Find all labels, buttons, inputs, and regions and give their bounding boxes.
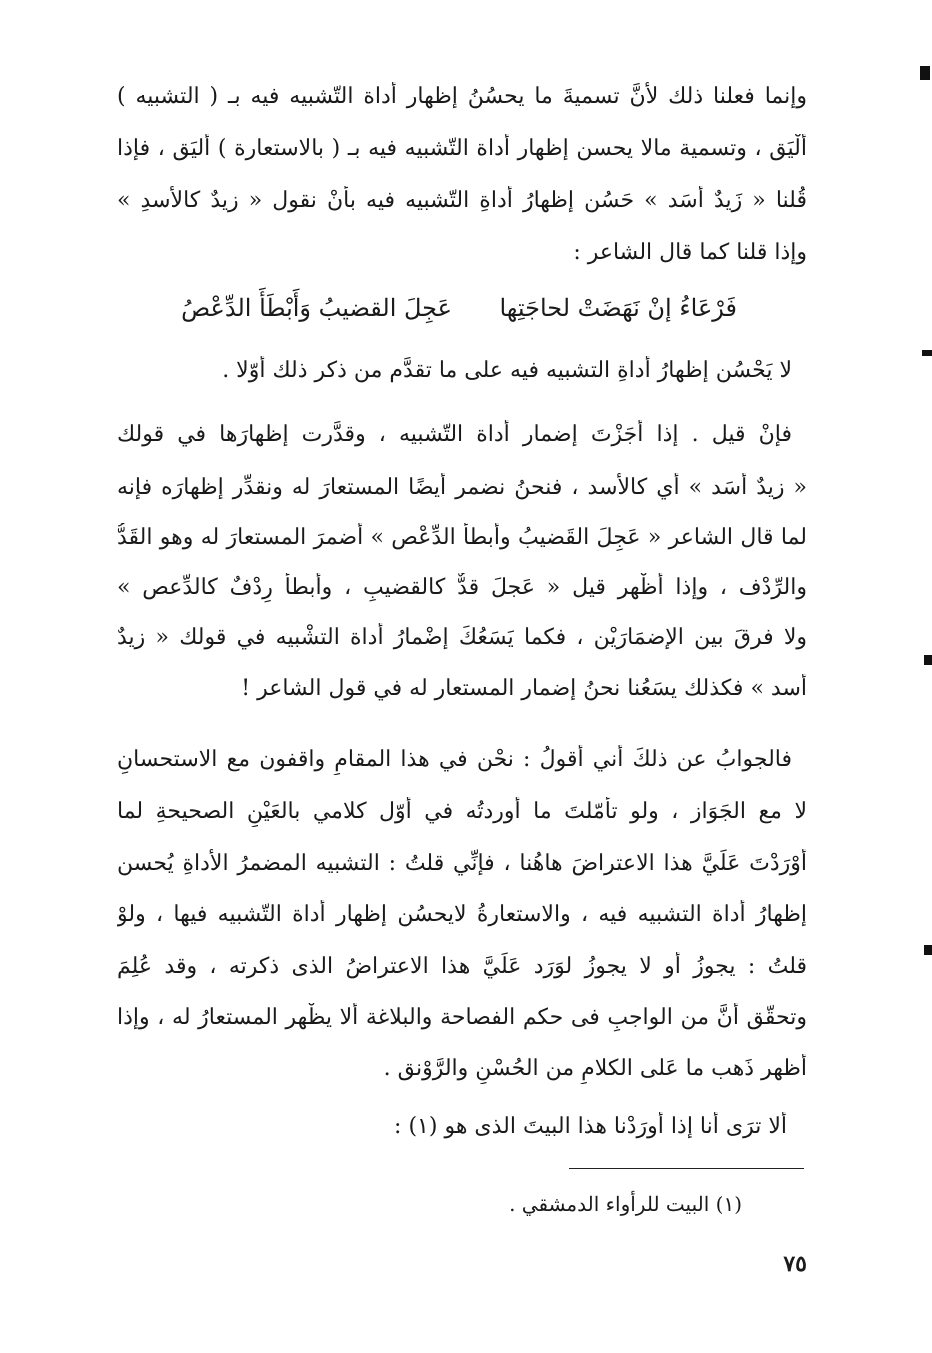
verse-hemistich-right: فَرْعَاءُ إنْ نَهَضَتْ لحاجَتِها [499, 294, 737, 322]
text-line: ألا ترَى أنا إذا أورَدْنا هذا البيتَ الذى هو (١) : [394, 1114, 787, 1139]
text-line: ألْيَق ، وتسمية مالا يحسن إظهار أداة التّشبيه فيه بـ ( بالاستعارة ) أليَق ، فإذا [117, 136, 807, 161]
text-line: « زيدٌ أسَد » أي كالأسد ، فنحنُ نضمر أيضًا المستعارَ له ونقدِّر إظهارَه فإنه [117, 475, 807, 500]
text-line: أسد » فكذلك يسَعُنا نحنُ إضمار المستعار له في قول الشاعر ! [241, 676, 807, 701]
margin-mark [924, 945, 932, 955]
text-line: لما قال الشاعر « عَجِلَ القَضيبُ وأبطأ الدِّعْص » أضمرَ المستعارَ له وهو القَدُّ [117, 525, 807, 550]
text-line: لا يَحْسُن إظهارُ أداةِ التشبيه فيه على ما تقدَّم من ذكر ذلك أوّلا . [222, 358, 792, 383]
page-number: ٧٥ [783, 1251, 807, 1277]
footnote-rule [569, 1168, 804, 1169]
text-line: أوْرَدْتَ عَلَيَّ هذا الاعتراضَ هاهُنا ، فإنِّي قلتُ : التشبيه المضمرُ الأداةِ يُحسن [117, 851, 807, 876]
margin-mark [922, 350, 932, 356]
text-line: ولا فرقَ بين الإضمَارَيْن ، فكما يَسَعُكَ إضْمارُ أداة التشْبيه في قولك « زيدٌ [117, 625, 807, 650]
verse-hemistich-left: عَجِلَ القضيبُ وَأَبْطَأَ الدِّعْصُ [181, 294, 452, 322]
text-line: والرِّدْف ، وإذا أظْهر قيل « عَجلَ قدٌّ كالقضيبِ ، وأبطأ رِدْفٌ كالدِّعص » [117, 575, 807, 600]
text-line: وإنما فعلنا ذلك لأنَّ تسميةَ ما يحسُنُ إظهار أداة التّشبيه فيه بـ ( التشبيه ) [117, 84, 807, 109]
text-line: فالجوابُ عن ذلكَ أني أقولُ : نحْن في هذا المقامِ واقفون مع الاستحسانِ [117, 747, 792, 772]
text-line: قلتُ : يجوزُ أو لا يجوزُ لوَرَد عَلَيَّ هذا الاعتراضُ الذى ذكرته ، وقد عُلِمَ [117, 954, 807, 979]
margin-mark [920, 66, 930, 80]
text-line: قُلنا « زَيدٌ أسَد » حَسُن إظهارُ أداةِ التّشبيه فيه بأنْ نقول « زيدٌ كالأسدِ » [117, 188, 807, 213]
text-line: أظهر ذَهب ما عَلى الكلامِ من الحُسْنِ والرَّوْنق . [383, 1056, 807, 1081]
text-line: وإذا قلنا كما قال الشاعر : [573, 240, 807, 265]
text-line: لا مع الجَوَاز ، ولو تأمّلتَ ما أوردتُه في أوّل كلامي بالعَيْنِ الصحيحةِ لما [117, 799, 807, 824]
text-line: إظهارُ أداة التشبيه فيه ، والاستعارةُ لايحسُن إظهار أداة التّشبيه فيها ، ولوْ [117, 902, 807, 927]
margin-mark [924, 655, 932, 665]
footnote: (١) البيت للرأواء الدمشقي . [509, 1192, 742, 1216]
text-line: فإنْ قيل . إذا أجَزْتَ إضمار أداة التّشبيه ، وقدَّرت إظهارَها في قولك [117, 422, 792, 447]
text-line: وتحقّق أنَّ من الواجبِ فى حكم الفصاحة والبلاغة ألا يظْهر المستعارُ له ، وإذا [117, 1005, 807, 1030]
